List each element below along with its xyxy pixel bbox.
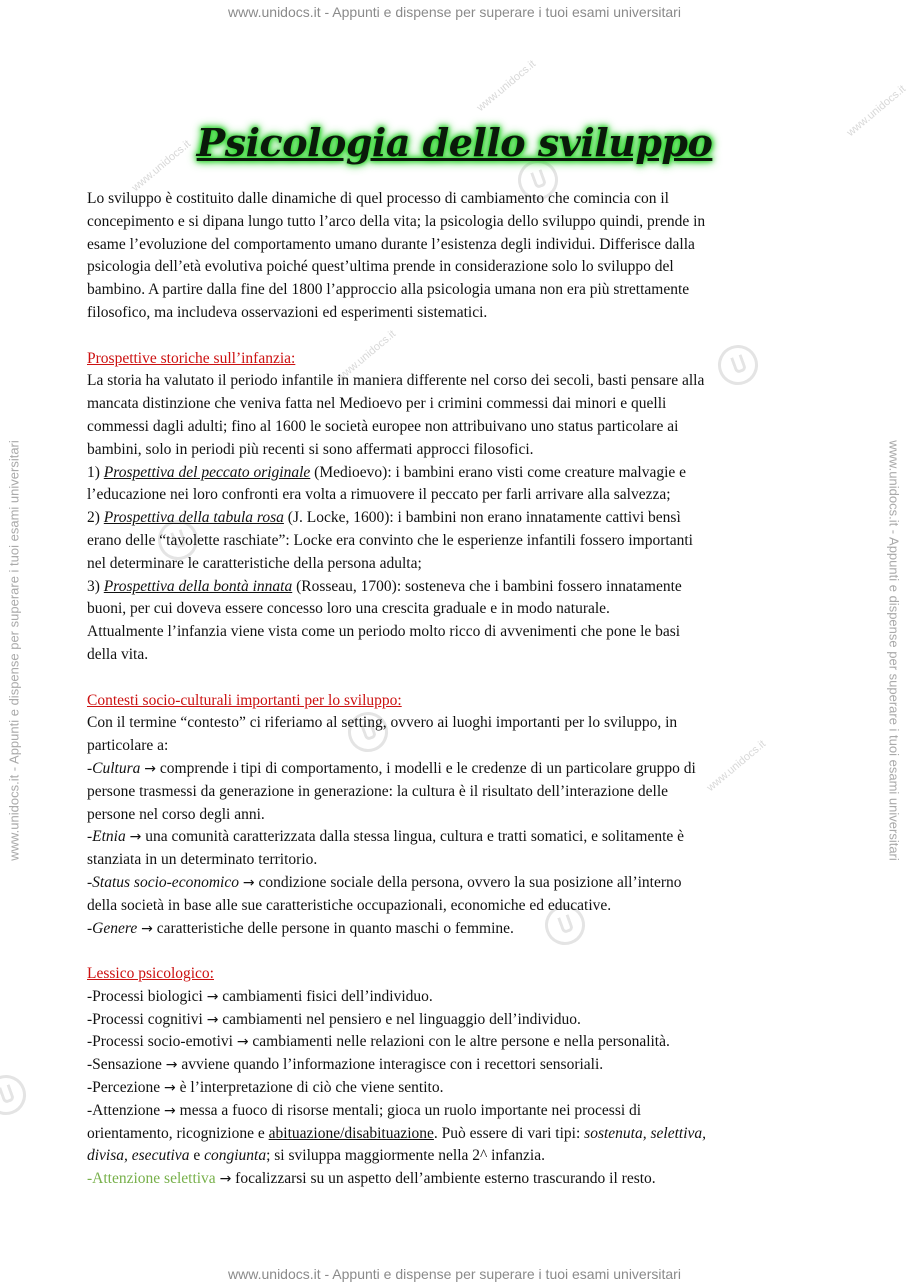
arrow-icon: → xyxy=(206,1011,219,1028)
text-line: filosofico, ma includeva osservazioni ed esperimenti sistematici. xyxy=(87,303,488,321)
text-line: orientamento, ricognizione e abituazione/disabituazione. Può essere di vari tipi: sostenuta, selettiva, xyxy=(87,1124,706,1142)
text-line: della società in base alle sue caratteristiche occupazionali, economiche ed educative. xyxy=(87,896,612,914)
text-line: bambini, solo in periodi più recenti si sono affermati approcci filosofici. xyxy=(87,440,534,458)
text-line: Con il termine “contesto” ci riferiamo al setting, ovvero ai luoghi importanti per lo sviluppo, in xyxy=(87,714,678,732)
text-line: commessi dagli adulti; fino al 1600 le società europee non attribuivano uno status particolare ai xyxy=(87,417,679,435)
text-line: nel determinare le caratteristiche della persona adulta; xyxy=(87,554,422,572)
arrow-icon: → xyxy=(141,920,153,937)
section-heading: Prospettive storiche sull’infanzia: xyxy=(87,349,296,367)
highlighted-term: -Attenzione selettiva xyxy=(87,1170,216,1188)
text-line: stanziata in un determinato territorio. xyxy=(87,851,318,869)
text-line: divisa, esecutiva e congiunta; si sviluppa maggiormente nella 2^ infanzia. xyxy=(87,1147,545,1165)
watermark-bottom: www.unidocs.it - Appunti e dispense per superare i tuoi esami universitari xyxy=(228,1266,681,1282)
intro-paragraph xyxy=(87,188,827,325)
arrow-icon: → xyxy=(206,988,219,1005)
term: -Genere xyxy=(87,919,138,937)
context-item: -Cultura → comprende i tipi di comportamento, i modelli e le credenze di un particolare gruppo di xyxy=(87,759,696,777)
perspective-name: Prospettiva del peccato originale xyxy=(103,463,311,481)
section-historical-perspectives xyxy=(87,348,827,667)
arrow-icon: → xyxy=(164,1080,176,1097)
text-line: particolare a: xyxy=(87,737,169,755)
perspective-item: 1) Prospettiva del peccato originale (Medioevo): i bambini erano visti come creature malvagie e xyxy=(87,463,687,481)
perspective-name: Prospettiva della tabula rosa xyxy=(103,509,284,527)
text-line: bambino. A partire dalla fine del 1800 l’approccio alla psicologia umana non era più strettamente xyxy=(87,281,690,299)
section-psychological-lexicon xyxy=(87,963,827,1191)
arrow-icon: → xyxy=(165,1057,178,1074)
arrow-icon: → xyxy=(129,829,142,846)
arrow-icon: → xyxy=(236,1034,249,1051)
text-line: esame l’evoluzione del comportamento umano durante l’esistenza degli individui. Differisce dalla xyxy=(87,235,695,253)
lexicon-item: -Processi cognitivi → cambiamenti nel pensiero e nel linguaggio dell’individuo. xyxy=(87,1010,581,1028)
text-line: Attualmente l’infanzia viene vista come un periodo molto ricco di avvenimenti che pone le basi xyxy=(87,623,681,641)
context-item: -Etnia → una comunità caratterizzata dalla stessa lingua, cultura e tratti somatici, e solitamente è xyxy=(87,828,685,846)
text-line: La storia ha valutato il periodo infantile in maniera differente nel corso dei secoli, basti pensare alla xyxy=(87,372,705,390)
arrow-icon: → xyxy=(242,874,255,891)
section-heading: Lessico psicologico: xyxy=(87,965,214,983)
perspective-name: Prospettiva della bontà innata xyxy=(103,577,293,595)
text-line: persone trasmessi da generazione in generazione: la cultura è il risultato dell’interazione delle xyxy=(87,782,669,800)
term: -Cultura xyxy=(87,759,141,777)
watermark-top: www.unidocs.it - Appunti e dispense per superare i tuoi esami universitari xyxy=(228,4,681,20)
text-line: mancata distinzione che veniva fatta nel Medioevo per i crimini commessi dai minori e quelli xyxy=(87,395,667,413)
watermark-diagonal: www.unidocs.it xyxy=(334,328,399,384)
watermark-diagonal: www.unidocs.it xyxy=(474,58,539,114)
term: -Etnia xyxy=(87,828,126,846)
text-line: persone nel corso degli anni. xyxy=(87,805,265,823)
text-line: concepimento e si dipana lungo tutto l’arco della vita; la psicologia dello sviluppo quindi, prende in xyxy=(87,212,706,230)
document-body xyxy=(87,188,827,1191)
lexicon-item: -Processi biologici → cambiamenti fisici dell’individuo. xyxy=(87,987,433,1005)
watermark-diagonal: www.unidocs.it xyxy=(844,83,909,139)
perspective-item: 2) Prospettiva della tabula rosa (J. Locke, 1600): i bambini non erano innatamente cattivi bensì xyxy=(87,509,681,527)
section-heading: Contesti socio-culturali importanti per lo sviluppo: xyxy=(87,691,402,709)
term: -Status socio-economico xyxy=(87,873,239,891)
perspective-item: 3) Prospettiva della bontà innata (Rosseau, 1700): sosteneva che i bambini fossero innatamente xyxy=(87,577,682,595)
text-line: buoni, per cui doveva essere concesso loro una crescita graduale e in modo naturale. xyxy=(87,600,610,618)
arrow-icon: → xyxy=(219,1171,232,1188)
arrow-icon: → xyxy=(144,760,157,777)
section-socio-cultural-contexts xyxy=(87,690,827,941)
lexicon-item: -Percezione → è l’interpretazione di ciò che viene sentito. xyxy=(87,1079,444,1097)
lexicon-item: -Processi socio-emotivi → cambiamenti nelle relazioni con le altre persone e nella personalità. xyxy=(87,1033,670,1051)
text-line: erano delle “tavolette raschiate”: Locke era convinto che le esperienze infantili fossero importanti xyxy=(87,531,693,549)
page-title: Psicologia dello sviluppo xyxy=(196,120,713,165)
text-line: della vita. xyxy=(87,645,149,663)
lexicon-item: -Attenzione → messa a fuoco di risorse mentali; gioca un ruolo importante nei processi di xyxy=(87,1101,642,1119)
watermark-diagonal: www.unidocs.it xyxy=(704,738,769,794)
context-item: -Genere → caratteristiche delle persone in quanto maschi o femmine. xyxy=(87,919,514,937)
text-line: psicologia dell’età evolutiva poiché quest’ultima prende in considerazione solo lo sviluppo del xyxy=(87,258,674,276)
watermark-right: www.unidocs.it - Appunti e dispense per superare i tuoi esami universitari xyxy=(886,440,902,861)
lexicon-item: -Attenzione selettiva → focalizzarsi su un aspetto dell’ambiente esterno trascurando il resto. xyxy=(87,1170,656,1188)
context-item: -Status socio-economico → condizione sociale della persona, ovvero la sua posizione all’interno xyxy=(87,873,682,891)
text-line: Lo sviluppo è costituito dalle dinamiche di quel processo di cambiamento che comincia con il xyxy=(87,190,669,207)
arrow-icon: → xyxy=(164,1102,176,1119)
watermark-left: www.unidocs.it - Appunti e dispense per superare i tuoi esami universitari xyxy=(6,440,22,861)
text-line: l’educazione nei loro confronti era volta a rimuovere il peccato per farli arrivare alla salvezza; xyxy=(87,486,671,504)
watermark-diagonal: www.unidocs.it xyxy=(129,138,194,194)
lexicon-item: -Sensazione → avviene quando l’informazione interagisce con i recettori sensoriali. xyxy=(87,1056,604,1074)
